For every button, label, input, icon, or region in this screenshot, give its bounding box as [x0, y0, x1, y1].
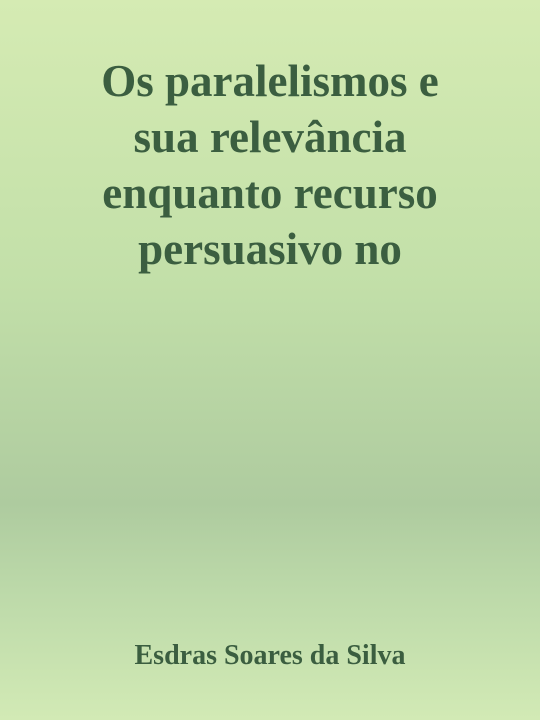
book-author: Esdras Soares da Silva	[134, 640, 406, 671]
title-line-2: sua relevância	[133, 112, 407, 162]
book-title	[20, 53, 520, 277]
title-line-1: Os paralelismos e	[101, 56, 439, 106]
title-line-3: enquanto recurso	[102, 168, 438, 218]
title-line-4: persuasivo no	[138, 224, 402, 274]
